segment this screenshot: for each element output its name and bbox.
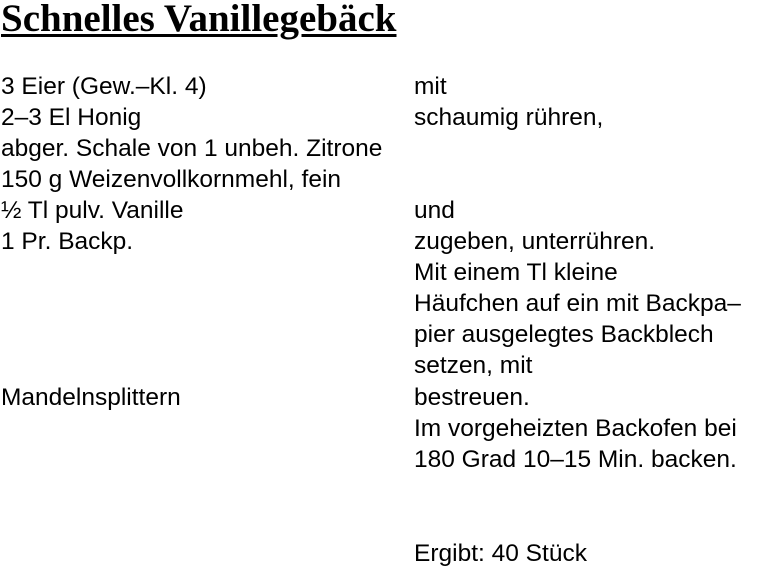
- instruction-line: mit: [414, 73, 447, 100]
- ingredient-line: ½ Tl pulv. Vanille: [1, 197, 184, 224]
- instruction-line: und: [414, 197, 455, 224]
- yield-line: Ergibt: 40 Stück: [414, 540, 587, 567]
- ingredient-line: Mandelnsplittern: [1, 384, 181, 411]
- ingredient-line: abger. Schale von 1 unbeh. Zitrone: [1, 135, 383, 162]
- ingredient-line: 150 g Weizenvollkornmehl, fein: [1, 166, 342, 193]
- instruction-line: schaumig rühren,: [414, 104, 604, 131]
- instruction-line: setzen, mit: [414, 352, 533, 379]
- instruction-line: zugeben, unterrühren.: [414, 228, 656, 255]
- instruction-line: pier ausgelegtes Backblech: [414, 321, 714, 348]
- instruction-line: Häufchen auf ein mit Backpa–: [414, 290, 741, 317]
- ingredient-line: 2–3 El Honig: [1, 104, 142, 131]
- ingredient-line: 1 Pr. Backp.: [1, 228, 134, 255]
- instruction-line: bestreuen.: [414, 384, 530, 411]
- recipe-title: Schnelles Vanillegebäck: [1, 0, 397, 40]
- instruction-line: Mit einem Tl kleine: [414, 259, 618, 286]
- instruction-line: 180 Grad 10–15 Min. backen.: [414, 446, 737, 473]
- instruction-line: Im vorgeheizten Backofen bei: [414, 415, 737, 442]
- ingredient-line: 3 Eier (Gew.–Kl. 4): [1, 73, 207, 100]
